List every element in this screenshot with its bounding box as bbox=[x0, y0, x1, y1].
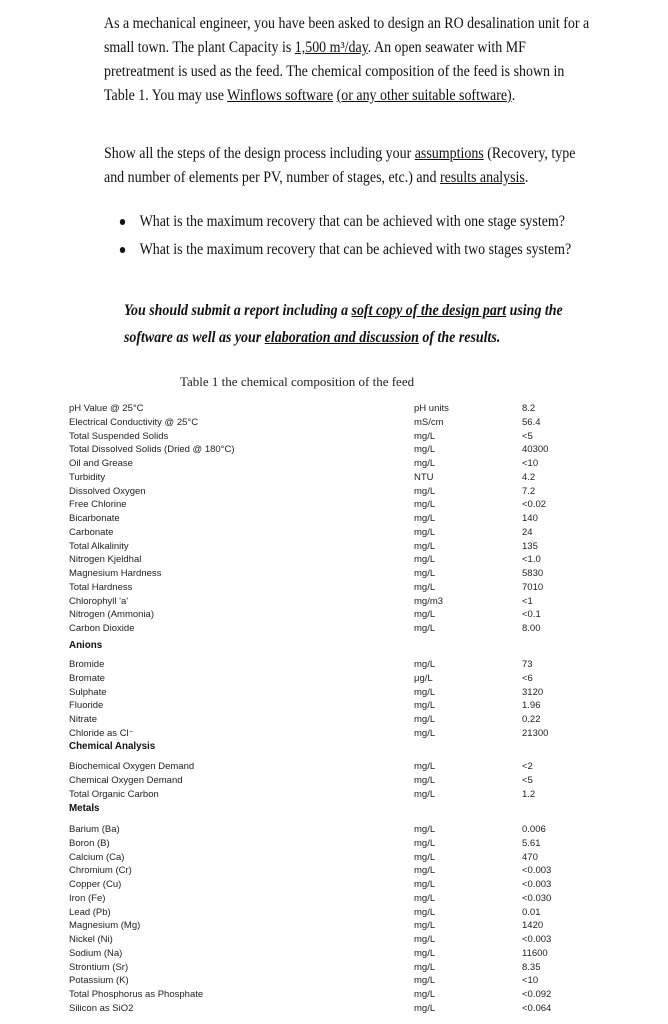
unit-cell: mg/L bbox=[414, 526, 436, 538]
question-item bbox=[118, 210, 571, 238]
parameter-name: Chemical Oxygen Demand bbox=[69, 774, 183, 786]
value-cell: <5 bbox=[522, 430, 533, 442]
value-cell: 3120 bbox=[522, 686, 544, 698]
value-cell: <10 bbox=[522, 458, 539, 469]
value-cell: <5 bbox=[522, 774, 533, 786]
value-cell: 8.00 bbox=[522, 623, 541, 634]
parameter-name: Biochemical Oxygen Demand bbox=[69, 761, 195, 772]
value-cell: 1.96 bbox=[522, 700, 541, 712]
value-cell: 4.2 bbox=[522, 471, 536, 483]
value-cell: 11600 bbox=[522, 947, 548, 959]
table-row bbox=[0, 596, 668, 607]
table-row bbox=[0, 527, 668, 538]
value-cell: 135 bbox=[522, 540, 538, 552]
plant-capacity: 1,500 m³/day bbox=[294, 39, 368, 56]
table-row bbox=[0, 659, 668, 670]
table-row bbox=[0, 824, 668, 835]
table-row bbox=[0, 838, 668, 849]
table-row bbox=[0, 499, 668, 510]
value-cell: 470 bbox=[522, 851, 538, 863]
value-cell: 7.2 bbox=[522, 485, 536, 497]
table-row bbox=[0, 893, 668, 904]
unit-cell: mg/L bbox=[414, 788, 436, 800]
unit-cell: mg/L bbox=[414, 540, 436, 552]
parameter-name: Total Organic Carbon bbox=[69, 788, 159, 800]
table-row bbox=[0, 623, 668, 634]
question-list bbox=[118, 210, 622, 266]
parameter-name: Total Suspended Solids bbox=[69, 430, 169, 442]
parameter-name: Turbidity bbox=[69, 471, 106, 483]
unit-cell: pH units bbox=[414, 403, 449, 414]
value-cell: 7010 bbox=[522, 581, 544, 593]
intro-text-2: . An open seawater with MF pretreatment is used as the feed. The chemical composition of the feed is shown in Table 1. You may use bbox=[104, 39, 565, 104]
value-cell: <0.030 bbox=[522, 892, 552, 904]
parameter-name: Strontium (Sr) bbox=[69, 961, 129, 973]
table-row bbox=[0, 975, 668, 986]
unit-cell: mS/cm bbox=[414, 416, 444, 428]
unit-cell: mg/L bbox=[414, 659, 436, 670]
unit-cell: μg/L bbox=[414, 672, 433, 684]
table-row bbox=[0, 486, 668, 497]
parameter-name: Total Dissolved Solids (Dried @ 180°C) bbox=[69, 444, 235, 456]
table-row bbox=[0, 609, 668, 620]
elaboration-text: elaboration and discussion bbox=[264, 328, 419, 346]
parameter-name: Iron (Fe) bbox=[69, 892, 106, 904]
unit-cell: mg/L bbox=[414, 700, 436, 712]
parameter-name: Nitrogen (Ammonia) bbox=[69, 609, 154, 621]
table-row bbox=[0, 568, 668, 579]
unit-cell: NTU bbox=[414, 471, 434, 483]
parameter-name: Chloride as Cl⁻ bbox=[69, 727, 134, 739]
value-cell: 0.01 bbox=[522, 906, 541, 918]
table-row bbox=[0, 431, 668, 442]
unit-cell: mg/L bbox=[414, 906, 436, 918]
value-cell: 5830 bbox=[522, 568, 544, 579]
unit-cell: mg/L bbox=[414, 581, 436, 593]
table-row bbox=[0, 761, 668, 772]
steps-text-3: . bbox=[524, 169, 529, 186]
value-cell: 1420 bbox=[522, 920, 544, 932]
intro-text-1: As a mechanical engineer, you have been asked to design an RO desalination unit for a small town. The plant Capacity is bbox=[104, 15, 590, 56]
table-caption: Table 1 the chemical composition of the feed bbox=[180, 374, 415, 389]
unit-cell: mg/L bbox=[414, 920, 436, 932]
table-row bbox=[0, 554, 668, 565]
steps-text-2: (Recovery, type and number of elements per PV, number of stages, etc.) and bbox=[104, 145, 576, 186]
value-cell: <10 bbox=[522, 975, 539, 987]
software-link: Winflows software bbox=[227, 87, 334, 104]
unit-cell: mg/L bbox=[414, 458, 436, 469]
unit-cell: mg/L bbox=[414, 444, 436, 456]
value-cell: 73 bbox=[522, 659, 533, 670]
value-cell: <0.02 bbox=[522, 499, 547, 511]
table-row bbox=[0, 948, 668, 959]
intro-paragraph bbox=[104, 12, 590, 108]
unit-cell: mg/L bbox=[414, 774, 436, 786]
value-cell: <1.0 bbox=[522, 554, 541, 566]
unit-cell: mg/L bbox=[414, 824, 436, 835]
value-cell: 140 bbox=[522, 513, 538, 524]
submission-note bbox=[124, 297, 592, 351]
table-row bbox=[0, 417, 668, 428]
table-row bbox=[0, 907, 668, 918]
parameter-name: Bromate bbox=[69, 672, 105, 684]
parameter-name: Nitrogen Kjeldhal bbox=[69, 554, 142, 566]
table-row bbox=[0, 728, 668, 739]
unit-cell: mg/L bbox=[414, 499, 436, 511]
unit-cell: mg/L bbox=[414, 851, 436, 863]
parameter-name: Magnesium (Mg) bbox=[69, 920, 141, 932]
unit-cell: mg/L bbox=[414, 879, 436, 890]
unit-cell: mg/L bbox=[414, 623, 436, 634]
value-cell: 8.2 bbox=[522, 403, 536, 414]
parameter-name: Oil and Grease bbox=[69, 458, 133, 469]
table-row bbox=[0, 513, 668, 524]
table-row bbox=[0, 920, 668, 931]
parameter-name: Electrical Conductivity @ 25°C bbox=[69, 416, 199, 428]
parameter-name: Total Alkalinity bbox=[69, 540, 129, 552]
unit-cell: mg/L bbox=[414, 761, 436, 772]
value-cell: <0.1 bbox=[522, 609, 541, 621]
table-row bbox=[0, 403, 668, 414]
value-cell: 5.61 bbox=[522, 837, 541, 849]
table-row bbox=[0, 789, 668, 800]
question-text: What is the maximum recovery that can be achieved with two stages system? bbox=[139, 241, 572, 258]
table-row bbox=[0, 989, 668, 1000]
unit-cell: mg/m3 bbox=[414, 595, 444, 607]
value-cell: <0.003 bbox=[522, 934, 552, 945]
table-section-title: Metals bbox=[69, 803, 100, 814]
parameter-name: Bicarbonate bbox=[69, 513, 120, 524]
parameter-name: pH Value @ 25°C bbox=[69, 403, 144, 414]
parameter-name: Boron (B) bbox=[69, 837, 110, 849]
note-text-3: of the results. bbox=[418, 328, 501, 346]
unit-cell: mg/L bbox=[414, 686, 436, 698]
table-row bbox=[0, 458, 668, 469]
unit-cell: mg/L bbox=[414, 892, 436, 904]
parameter-name: Potassium (K) bbox=[69, 975, 129, 987]
parameter-name: Free Chlorine bbox=[69, 499, 127, 511]
table-row bbox=[0, 673, 668, 684]
parameter-name: Magnesium Hardness bbox=[69, 568, 162, 579]
unit-cell: mg/L bbox=[414, 865, 436, 877]
parameter-name: Sulphate bbox=[69, 686, 107, 698]
parameter-name: Fluoride bbox=[69, 700, 104, 712]
unit-cell: mg/L bbox=[414, 1002, 436, 1014]
parameter-name: Total Hardness bbox=[69, 581, 133, 593]
parameter-name: Chromium (Cr) bbox=[69, 865, 132, 877]
table-row bbox=[0, 865, 668, 876]
unit-cell: mg/L bbox=[414, 568, 436, 579]
value-cell: <0.092 bbox=[522, 989, 552, 1000]
steps-paragraph bbox=[104, 142, 590, 190]
unit-cell: mg/L bbox=[414, 989, 436, 1000]
note-text-1: You should submit a report including a bbox=[124, 301, 352, 319]
parameter-name: Sodium (Na) bbox=[69, 947, 123, 959]
table-row bbox=[0, 472, 668, 483]
table-row bbox=[0, 444, 668, 455]
value-cell: 0.22 bbox=[522, 714, 541, 725]
unit-cell: mg/L bbox=[414, 554, 436, 566]
parameter-name: Barium (Ba) bbox=[69, 824, 120, 835]
bullet-icon bbox=[120, 247, 125, 253]
table-row bbox=[0, 879, 668, 890]
value-cell: 1.2 bbox=[522, 788, 536, 800]
table-section-title: Chemical Analysis bbox=[69, 741, 156, 752]
bullet-icon bbox=[120, 219, 125, 225]
steps-text-1: Show all the steps of the design process including your bbox=[104, 145, 415, 162]
parameter-name: Chlorophyll 'a' bbox=[69, 595, 129, 607]
question-item bbox=[118, 238, 571, 266]
note-text-2: using the software as well as your bbox=[124, 301, 563, 346]
parameter-name: Copper (Cu) bbox=[69, 879, 122, 890]
unit-cell: mg/L bbox=[414, 430, 436, 442]
table-row bbox=[0, 934, 668, 945]
value-cell: 24 bbox=[522, 526, 533, 538]
value-cell: <0.003 bbox=[522, 879, 552, 890]
assumptions-text: assumptions bbox=[414, 145, 484, 162]
value-cell: 56.4 bbox=[522, 416, 541, 428]
unit-cell: mg/L bbox=[414, 934, 436, 945]
parameter-name: Dissolved Oxygen bbox=[69, 485, 146, 497]
parameter-name: Bromide bbox=[69, 659, 105, 670]
table-row bbox=[0, 775, 668, 786]
value-cell: <6 bbox=[522, 672, 533, 684]
soft-copy-text: soft copy of the design part bbox=[351, 301, 507, 319]
unit-cell: mg/L bbox=[414, 947, 436, 959]
parameter-name: Nitrate bbox=[69, 714, 97, 725]
table-row bbox=[0, 962, 668, 973]
value-cell: 40300 bbox=[522, 444, 549, 456]
value-cell: <2 bbox=[522, 761, 533, 772]
table-row bbox=[0, 582, 668, 593]
unit-cell: mg/L bbox=[414, 513, 436, 524]
question-text: What is the maximum recovery that can be achieved with one stage system? bbox=[139, 213, 565, 230]
value-cell: 0.006 bbox=[522, 824, 546, 835]
alternative-software: (or any other suitable software) bbox=[336, 87, 512, 104]
unit-cell: mg/L bbox=[414, 975, 436, 987]
table-row bbox=[0, 687, 668, 698]
value-cell: 8.35 bbox=[522, 961, 541, 973]
table-section-title: Anions bbox=[69, 640, 103, 651]
parameter-name: Nickel (Ni) bbox=[69, 934, 113, 945]
value-cell: <1 bbox=[522, 595, 533, 607]
parameter-name: Silicon as SiO2 bbox=[69, 1002, 134, 1014]
value-cell: <0.064 bbox=[522, 1002, 552, 1014]
parameter-name: Total Phosphorus as Phosphate bbox=[69, 989, 204, 1000]
table-row bbox=[0, 1003, 668, 1014]
table-row bbox=[0, 541, 668, 552]
parameter-name: Carbon Dioxide bbox=[69, 623, 135, 634]
intro-text-4: . bbox=[511, 87, 516, 104]
parameter-name: Calcium (Ca) bbox=[69, 851, 125, 863]
unit-cell: mg/L bbox=[414, 609, 436, 621]
parameter-name: Lead (Pb) bbox=[69, 906, 111, 918]
parameter-name: Carbonate bbox=[69, 526, 114, 538]
unit-cell: mg/L bbox=[414, 961, 436, 973]
unit-cell: mg/L bbox=[414, 485, 436, 497]
table-row bbox=[0, 852, 668, 863]
unit-cell: mg/L bbox=[414, 714, 436, 725]
value-cell: <0.003 bbox=[522, 865, 552, 877]
table-row bbox=[0, 700, 668, 711]
results-analysis-text: results analysis bbox=[440, 169, 525, 186]
unit-cell: mg/L bbox=[414, 727, 436, 739]
table-row bbox=[0, 714, 668, 725]
unit-cell: mg/L bbox=[414, 837, 436, 849]
value-cell: 21300 bbox=[522, 727, 549, 739]
